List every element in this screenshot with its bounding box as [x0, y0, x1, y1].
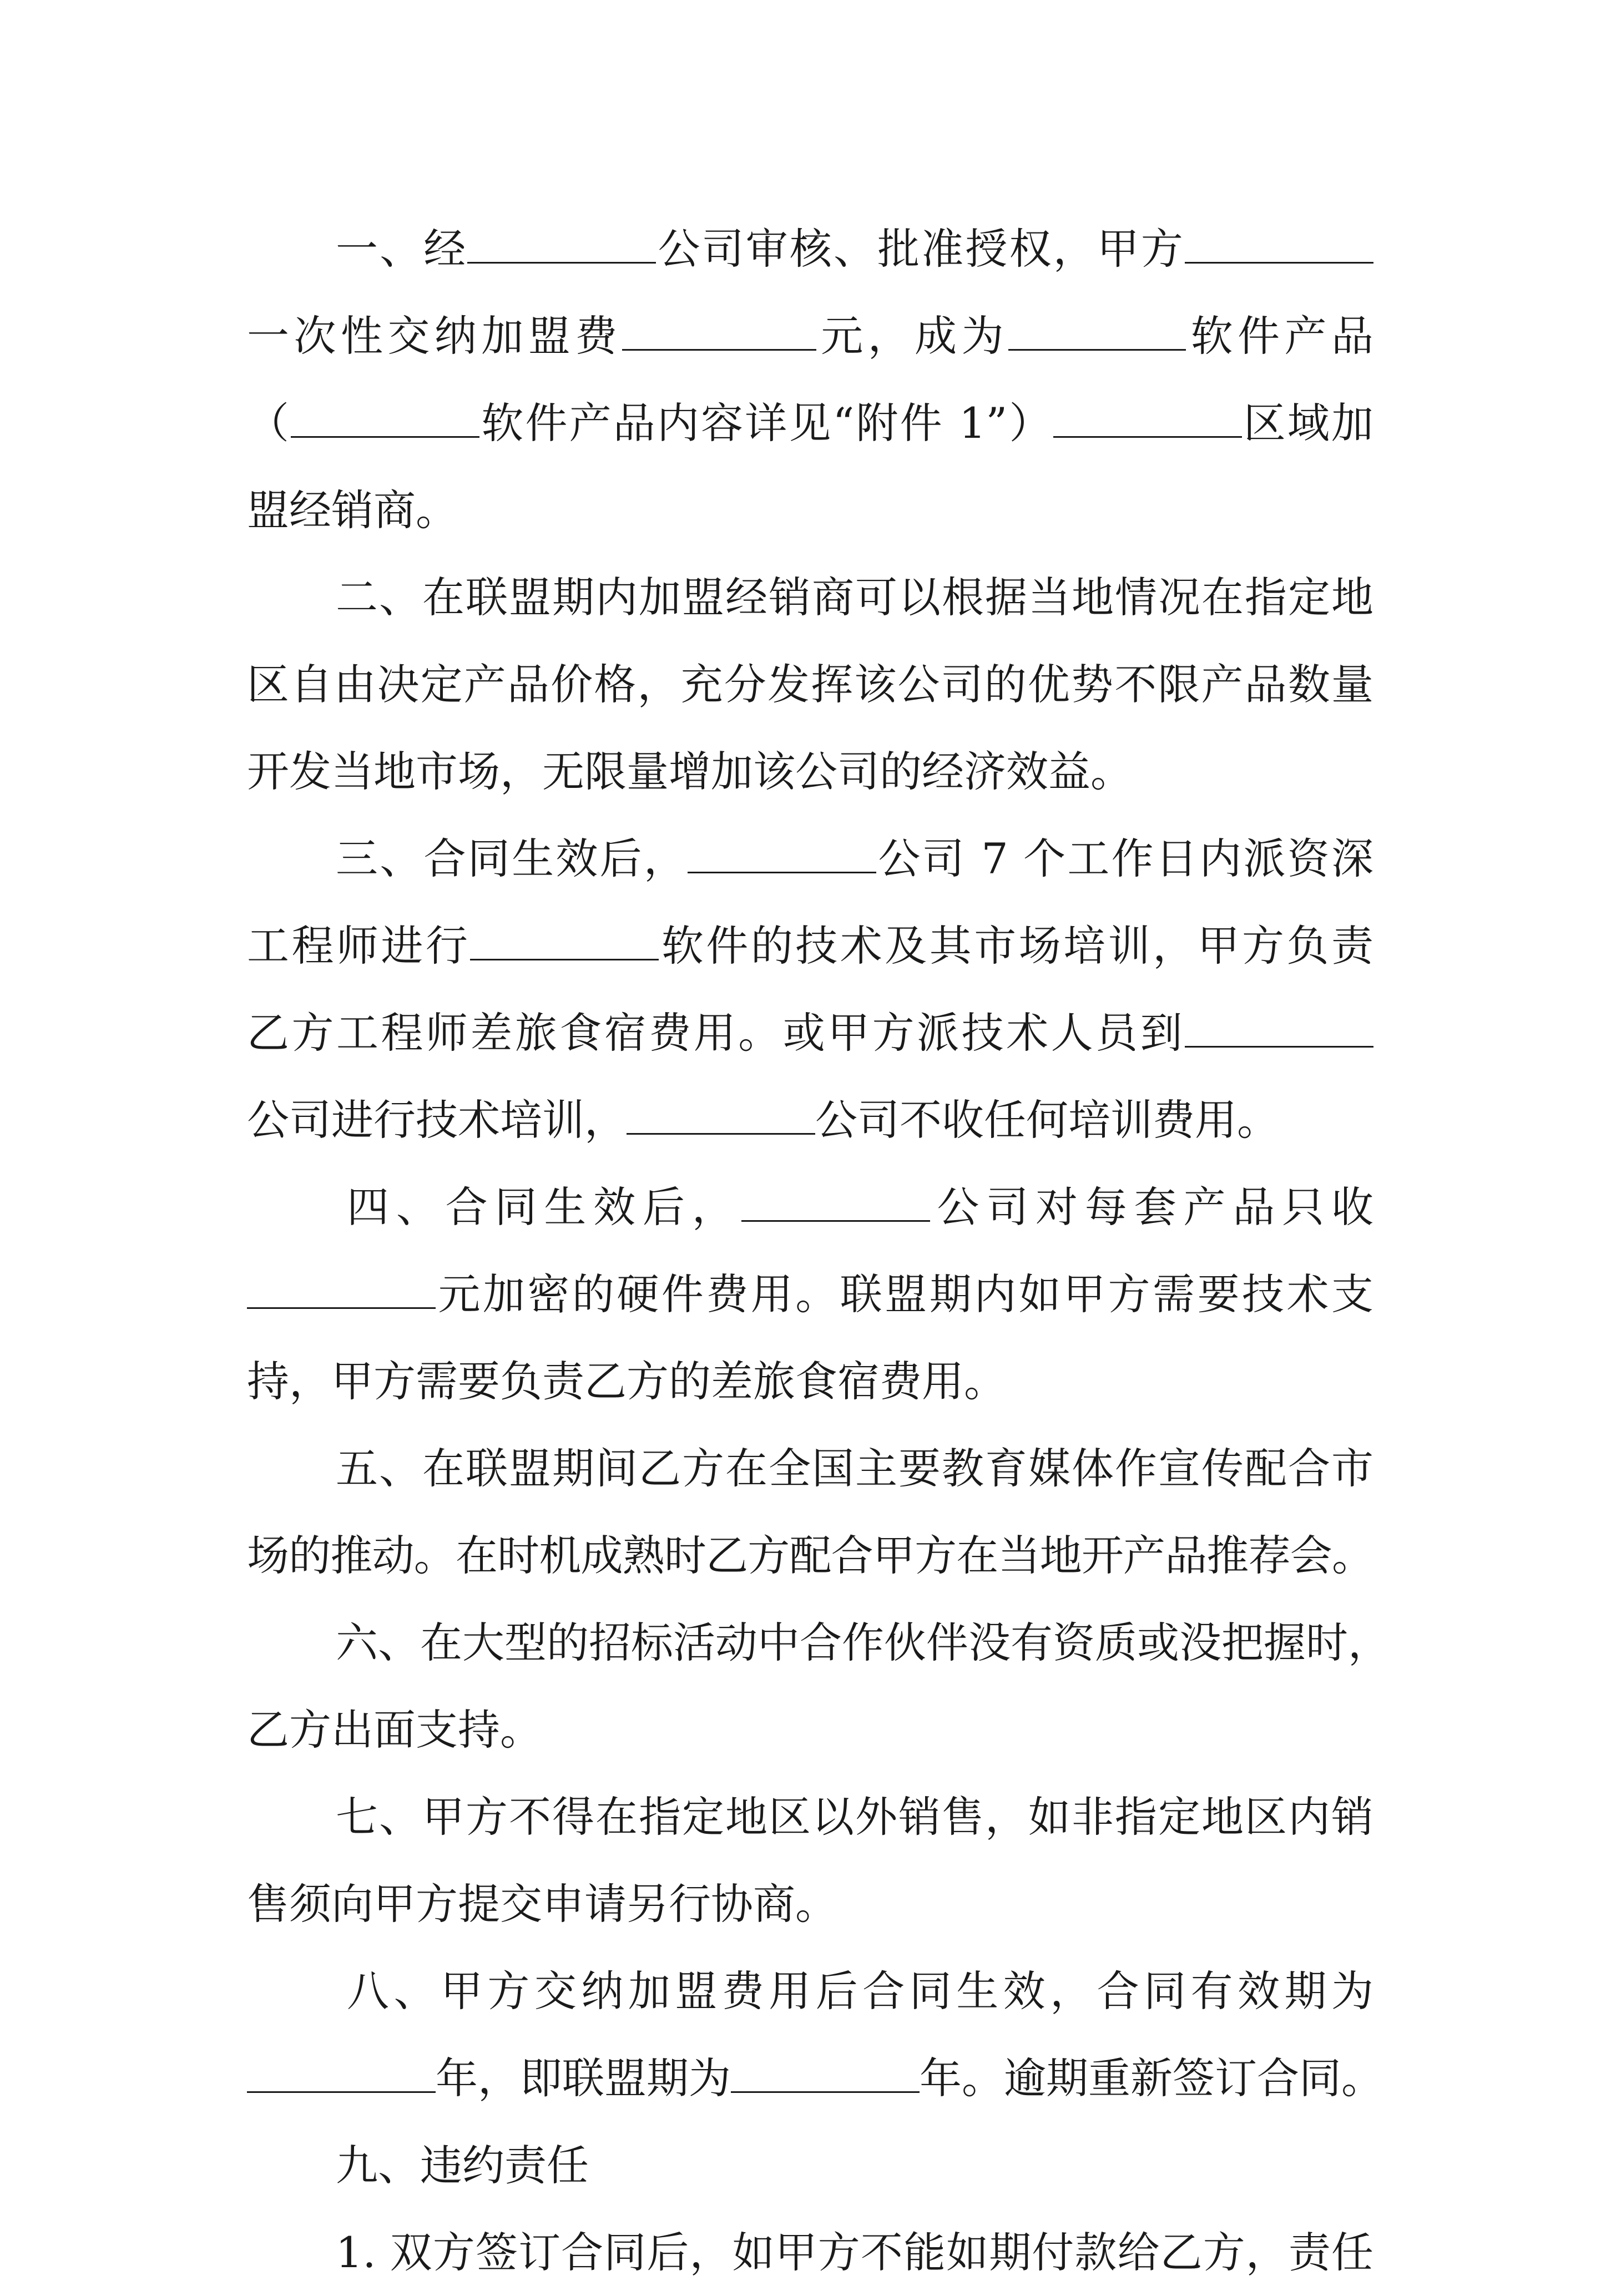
- software-blank: [470, 926, 659, 960]
- clause-1-line-1: [247, 205, 1373, 292]
- clause-3-line-4: [247, 1076, 1373, 1164]
- clause-9-heading: 九、违约责任: [336, 2141, 589, 2190]
- clause-2-text-c: 开发当地市场，无限量增加该公司的经济效益。: [247, 747, 1133, 796]
- clause-3-text-c: 工程师进行: [247, 921, 471, 970]
- company-blank: [741, 1187, 930, 1222]
- clause-6-line-1: [247, 1599, 1390, 1686]
- clause-2-text-b: 区自由决定产品价格，充分发挥该公司的优势不限产品数量: [247, 660, 1373, 709]
- clause-7-line-2: [247, 1860, 1373, 1948]
- company-blank: [627, 1100, 815, 1135]
- clause-4-text-a: 四、合同生效后，: [347, 1182, 741, 1232]
- clause-1-line-2: [247, 292, 1373, 380]
- clause-8-line-2: [247, 2035, 1383, 2122]
- clause-1-text-g: 软件产品内容详见“附件 1”）: [479, 398, 1053, 448]
- clause-4-line-3: [247, 1338, 1373, 1425]
- clause-1-text-e: 软件产品: [1186, 311, 1374, 361]
- party-a-blank: [1185, 229, 1373, 264]
- clause-4-text-c: 元加密的硬件费用。联盟期内如甲方需要技术支: [436, 1270, 1373, 1319]
- clause-6-text-a: 六、在大型的招标活动中合作伙伴没有资质或没把握时，: [336, 1618, 1390, 1667]
- company-blank: [688, 838, 876, 873]
- clause-6-line-2: [247, 1686, 1373, 1773]
- region-blank: [1053, 403, 1242, 438]
- clause-1-text-a: 一、经: [336, 224, 468, 274]
- clause-8-text-c: 年。逾期重新签订合同。: [920, 2054, 1383, 2103]
- clause-3-line-3: [247, 989, 1373, 1076]
- clause-8-line-1: [247, 1948, 1373, 2035]
- clause-2-line-3: [247, 728, 1373, 815]
- alliance-years-blank: [731, 2058, 920, 2093]
- contract-page: [247, 205, 1390, 2296]
- clause-1-text-b: 公司审核、批准授权，甲方: [656, 224, 1185, 274]
- validity-years-blank: [247, 2058, 436, 2093]
- clause-4-line-1: [247, 1164, 1373, 1251]
- clause-4-text-b: 公司对每套产品只收: [930, 1182, 1374, 1232]
- clause-4-line-2: [247, 1251, 1373, 1338]
- clause-1-text-d: 元，成为: [816, 311, 1009, 361]
- clause-6-text-b: 乙方出面支持。: [247, 1705, 542, 1754]
- clause-5-text-b: 场的推动。在时机成熟时乙方配合甲方在当地开产品推荐会。: [247, 1531, 1373, 1580]
- clause-9-title: [247, 2122, 1373, 2209]
- clause-1-text-f: （: [247, 398, 291, 448]
- clause-1-text-h: 区域加: [1241, 398, 1374, 448]
- clause-2-text-a: 二、在联盟期内加盟经销商可以根据当地情况在指定地: [336, 573, 1373, 622]
- clause-1-line-4: [247, 467, 1373, 554]
- clause-3-text-d: 软件的技术及其市场培训，甲方负责: [659, 921, 1374, 970]
- company-blank: [1185, 1013, 1373, 1048]
- clause-3-text-g: 公司不收任何培训费用。: [815, 1095, 1279, 1145]
- clause-7-line-1: [247, 1773, 1373, 1860]
- clause-2-line-1: [247, 554, 1373, 641]
- clause-4-text-d: 持，甲方需要负责乙方的差旅食宿费用。: [247, 1357, 1006, 1406]
- clause-3-text-b: 公司 7 个工作日内派资深: [876, 834, 1374, 883]
- software-blank: [1008, 316, 1186, 351]
- clause-1-line-3: [247, 380, 1373, 467]
- clause-3-text-a: 三、合同生效后，: [336, 834, 688, 883]
- clause-8-text-a: 八、甲方交纳加盟费用后合同生效，合同有效期为: [347, 1966, 1373, 2016]
- clause-5-line-1: [247, 1425, 1373, 1512]
- clause-5-line-2: [247, 1512, 1373, 1599]
- clause-3-text-f: 公司进行技术培训，: [247, 1095, 627, 1145]
- clause-2-line-2: [247, 641, 1373, 728]
- software-name-blank: [291, 403, 479, 438]
- clause-3-line-1: [247, 815, 1373, 902]
- clause-9-item-1-text: 1. 双方签订合同后，如甲方不能如期付款给乙方，责任: [336, 2228, 1373, 2277]
- company-blank: [467, 229, 656, 264]
- clause-7-text-a: 七、甲方不得在指定地区以外销售，如非指定地区内销: [336, 1792, 1373, 1842]
- fee-blank: [622, 316, 816, 351]
- clause-7-text-b: 售须向甲方提交申请另行协商。: [247, 1879, 837, 1929]
- clause-1-text-c: 一次性交纳加盟费: [247, 311, 622, 361]
- clause-3-line-2: [247, 902, 1373, 989]
- clause-3-text-e: 乙方工程师差旅食宿费用。或甲方派技术人员到: [247, 1008, 1185, 1058]
- clause-8-text-b: 年，即联盟期为: [436, 2054, 731, 2103]
- clause-1-text-i: 盟经销商。: [247, 486, 458, 535]
- clause-5-text-a: 五、在联盟期间乙方在全国主要教育媒体作宣传配合市: [336, 1444, 1373, 1493]
- hardware-fee-blank: [247, 1274, 436, 1309]
- clause-9-item-1: [247, 2209, 1373, 2296]
